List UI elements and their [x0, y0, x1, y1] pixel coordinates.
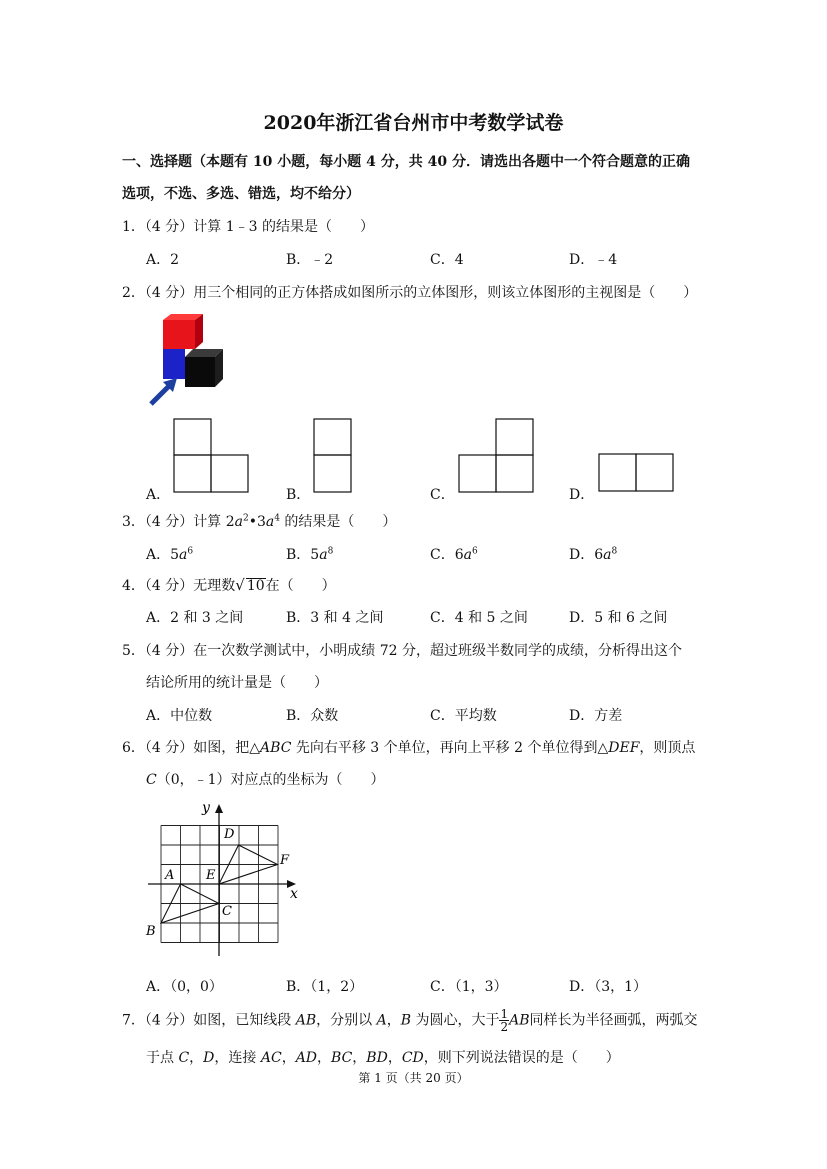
question-6-option-b: B．（1，2） — [286, 979, 364, 995]
question-4-option-a: A．2 和 3 之间 — [146, 610, 244, 626]
question-2-option-a: A． — [146, 487, 171, 503]
question-7-stem-line1: 7．（4 分）如图，已知线段 AB，分别以 A，B 为圆心，大于 $\frac{1}{2}$ AB同样长为半径画弧，两弧交 — [122, 1007, 698, 1034]
question-2-option-c: C． — [430, 487, 455, 503]
radicand: 10 — [246, 578, 265, 594]
label-e: E — [206, 868, 216, 883]
fraction-one-half: $\frac{1}{2}$ — [500, 1007, 509, 1034]
question-2-option-d: D． — [569, 487, 595, 503]
question-4-option-c: C．4 和 5 之间 — [430, 610, 528, 626]
option-a-figure — [173, 418, 249, 493]
label-c: C — [222, 904, 232, 919]
question-1-option-b: B．﹣2 — [286, 252, 334, 268]
section-header-line2: 选项，不选、多选、错选，均不给分） — [122, 186, 360, 202]
question-1-option-c: C．4 — [430, 252, 464, 268]
option-b-figure — [313, 418, 353, 493]
question-5-option-a: A．中位数 — [146, 708, 213, 724]
question-6-stem-line2: C（0，﹣1）对应点的坐标为（ ） — [146, 772, 385, 788]
red-cube-side — [195, 314, 203, 349]
red-cube-front — [163, 320, 195, 349]
question-6-stem-line1: 6．（4 分）如图，把△ABC 先向右平移 3 个单位，再向上平移 2 个单位得到△DEF，则顶点 — [122, 740, 696, 756]
coordinate-grid-figure — [140, 798, 310, 958]
question-7-stem-line2: 于点 C，D，连接 AC，AD，BC，BD，CD，则下列说法错误的是（ ） — [146, 1050, 620, 1066]
question-3-option-c: C．$6a^6$ — [430, 546, 478, 563]
question-5-option-c: C．平均数 — [430, 708, 497, 724]
question-5-option-b: B．众数 — [286, 708, 339, 724]
blue-cube-front — [163, 349, 185, 379]
question-5-option-d: D．方差 — [569, 708, 623, 724]
page-title: 2020年浙江省台州市中考数学试卷 — [263, 112, 564, 134]
page-footer: 第 1 页（共 20 页） — [358, 1071, 469, 1085]
label-x: x — [290, 886, 298, 902]
y-axis-arrow — [215, 804, 223, 813]
label-f: F — [280, 853, 290, 868]
question-4-option-b: B．3 和 4 之间 — [286, 610, 384, 626]
black-cube-front — [185, 357, 215, 387]
question-6-option-c: C．（1，3） — [430, 979, 508, 995]
label-b: B — [146, 924, 156, 939]
cube-figure — [145, 312, 235, 412]
question-1-option-d: D．﹣4 — [569, 252, 618, 268]
label-d: D — [224, 827, 235, 842]
question-5-stem-line1: 5．（4 分）在一次数学测试中，小明成绩 72 分，超过班级半数同学的成绩，分析得出这个 — [122, 643, 682, 659]
label-y: y — [202, 800, 210, 816]
question-3-stem: 3．（4 分）计算 $2a^2•3a^4$ 的结果是（ ） — [122, 513, 397, 530]
question-6-option-a: A．（0，0） — [146, 979, 223, 995]
question-3-option-b: B．$5a^8$ — [286, 546, 334, 563]
question-2-stem: 2．（4 分）用三个相同的正方体搭成如图所示的立体图形，则该立体图形的主视图是（ ） — [122, 285, 698, 301]
question-6-option-d: D．（3，1） — [569, 979, 648, 995]
question-1-option-a: A．2 — [146, 252, 180, 268]
question-3-option-d: D．$6a^8$ — [569, 546, 618, 563]
question-3-option-a: A．$5a^6$ — [146, 546, 194, 563]
question-2-option-b: B． — [286, 487, 311, 503]
question-4-stem: 4．（4 分）无理数√ 10在（ ） — [122, 576, 336, 594]
question-5-stem-line2: 结论所用的统计量是（ ） — [146, 675, 328, 691]
question-4-option-d: D．5 和 6 之间 — [569, 610, 668, 626]
question-1-stem: 1．（4 分）计算 1﹣3 的结果是（ ） — [122, 219, 374, 235]
option-c-figure — [458, 418, 534, 493]
option-d-figure — [598, 453, 674, 493]
label-a: A — [165, 868, 175, 883]
section-header-line1: 一、选择题（本题有 10 小题，每小题 4 分，共 40 分．请选出各题中一个符合题意的正确 — [122, 154, 690, 170]
